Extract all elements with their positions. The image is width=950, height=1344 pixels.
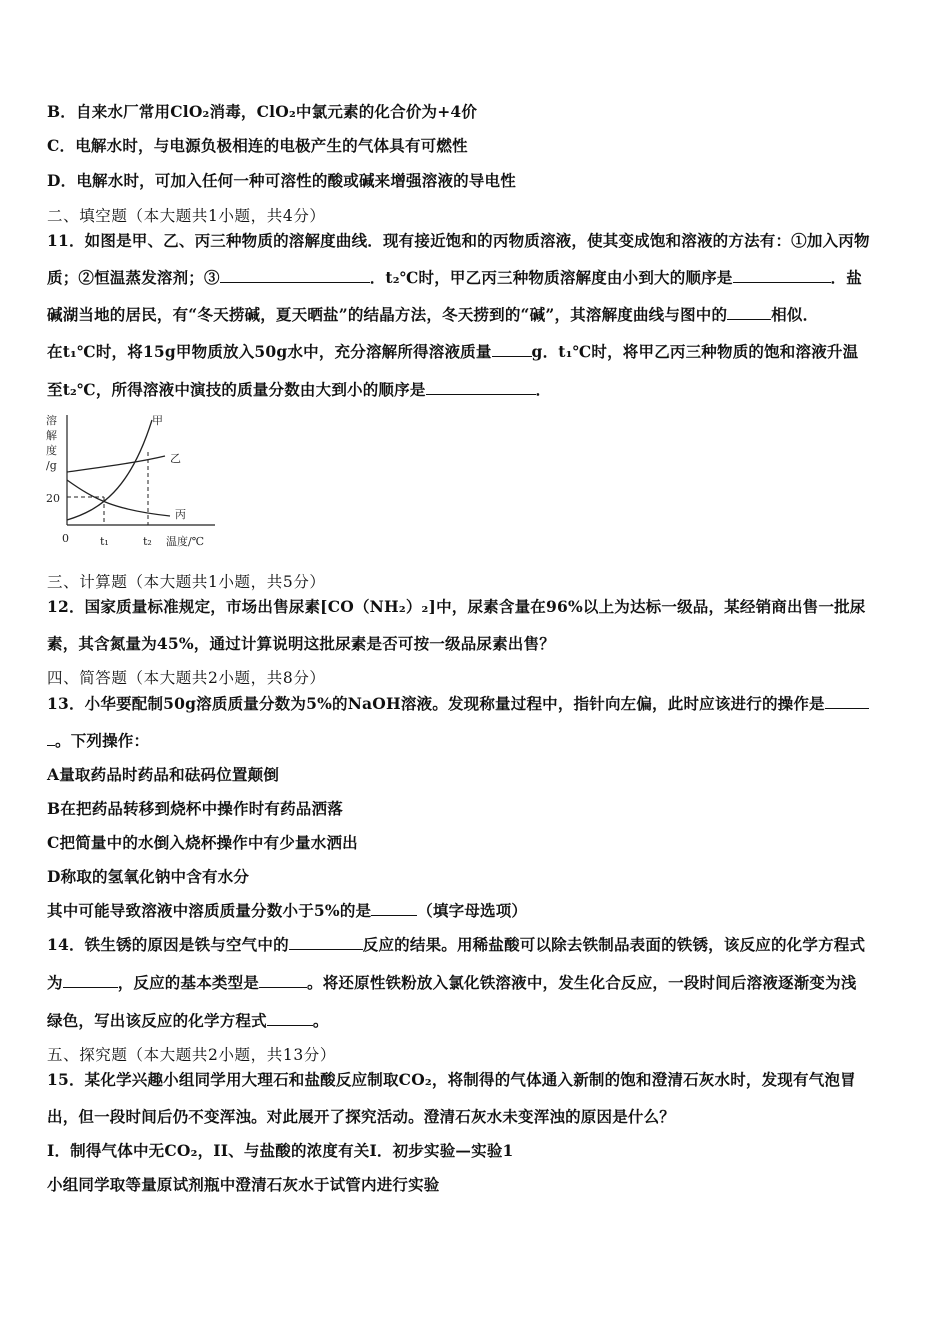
q13-blank-1-cont[interactable] — [47, 731, 55, 746]
q13-blank-1[interactable] — [825, 694, 869, 709]
curve-yi — [67, 456, 165, 472]
solubility-curve-figure — [40, 410, 225, 555]
q11-blank-5[interactable] — [426, 380, 536, 395]
q13-blank-2[interactable] — [371, 901, 417, 916]
q12-line-1: 12．国家质量标准规定，市场出售尿素[CO（NH₂）₂]中，尿素含量在96%以上为达标一级品，某经销商出售一批尿 — [47, 597, 866, 616]
q11-line-2: 质；②恒温蒸发溶剂；③ ．t₂℃时，甲乙丙三种物质溶解度由小到大的顺序是 ．盐 — [47, 268, 862, 287]
q14-blank-2[interactable] — [63, 973, 118, 988]
y-axis-label-char-1: 溶 — [46, 414, 57, 427]
q14-blank-4[interactable] — [267, 1011, 313, 1026]
q14-line-1: 14．铁生锈的原因是铁与空气中的 反应的结果。用稀盐酸可以除去铁制品表面的铁锈，该反应的化学方程式 — [47, 935, 866, 954]
q13-line-1: 13．小华要配制50g溶质质量分数为5%的NaOH溶液。发现称量过程中，指针向左偏，此时应该进行的操作是 — [47, 694, 869, 714]
x-tick-t1: t₁ — [100, 535, 109, 548]
q11-blank-4[interactable] — [492, 342, 532, 357]
q13-line-final: 其中可能导致溶液中溶质质量分数小于5%的是 （填字母选项） — [47, 901, 528, 920]
section-inquiry-heading: 五、探究题（本大题共2小题，共13分） — [47, 1046, 336, 1064]
x-tick-t2: t₂ — [143, 535, 152, 548]
curve-bing — [67, 480, 170, 516]
y-axis-label-char-4: /g — [46, 459, 57, 472]
y-tick-20: 20 — [46, 492, 60, 505]
section-calculation-heading: 三、计算题（本大题共1小题，共5分） — [47, 573, 326, 591]
q15-line-1: 15．某化学兴趣小组同学用大理石和盐酸反应制取CO₂，将制得的气体通入新制的饱和澄清石灰水时，发现有气泡冒 — [47, 1070, 856, 1089]
q15-line-2: 出，但一段时间后仍不变浑浊。对此展开了探究活动。澄清石灰水未变浑浊的原因是什么？ — [47, 1107, 676, 1126]
option-b: B．自来水厂常用ClO₂消毒，ClO₂中氯元素的化合价为+4价 — [47, 102, 478, 121]
q13-option-c: C把简量中的水倒入烧杯操作中有少量水洒出 — [47, 833, 358, 852]
origin-label: 0 — [62, 532, 69, 545]
option-d: D．电解水时，可加入任何一种可溶性的酸或碱来增强溶液的导电性 — [47, 171, 516, 190]
curve-label-yi: 乙 — [170, 452, 181, 465]
y-axis-label-char-2: 解 — [46, 429, 57, 442]
q15-line-3: I．制得气体中无CO₂，II、与盐酸的浓度有关I．初步实验—实验1 — [47, 1141, 514, 1160]
option-c: C．电解水时，与电源负极相连的电极产生的气体具有可燃性 — [47, 136, 468, 155]
q13-line-2: 。下列操作： — [47, 731, 149, 751]
q12-line-2: 素，其含氮量为45%，通过计算说明这批尿素是否可按一级品尿素出售？ — [47, 634, 555, 653]
section-short-answer-heading: 四、简答题（本大题共2小题，共8分） — [47, 669, 326, 687]
q11-blank-3[interactable] — [727, 305, 771, 320]
q13-option-a: A量取药品时药品和砝码位置颠倒 — [47, 765, 280, 784]
q11-line-5: 至t₂℃，所得溶液中演技的质量分数由大到小的顺序是 ． — [47, 380, 552, 399]
q14-line-2: 为 ，反应的基本类型是 。将还原性铁粉放入氯化铁溶液中，发生化合反应，一段时间后溶液逐渐变为浅 — [47, 973, 857, 992]
q13-option-b: B在把药品转移到烧杯中操作时有药品洒落 — [47, 799, 343, 818]
q15-line-4: 小组同学取等量原试剂瓶中澄清石灰水于试管内进行实验 — [47, 1175, 440, 1194]
q11-blank-2[interactable] — [733, 268, 831, 283]
section-fill-blank-heading: 二、填空题（本大题共1小题，共4分） — [47, 207, 326, 225]
curve-label-bing: 丙 — [175, 508, 186, 521]
curve-label-jia: 甲 — [152, 414, 163, 427]
q11-blank-1[interactable] — [220, 268, 370, 283]
y-axis-label-char-3: 度 — [46, 444, 57, 457]
q13-option-d: D称取的氢氧化钠中含有水分 — [47, 867, 250, 886]
q14-line-3: 绿色，写出该反应的化学方程式 。 — [47, 1011, 329, 1030]
x-axis-label: 温度/℃ — [166, 535, 205, 548]
q11-line-1: 11．如图是甲、乙、丙三种物质的溶解度曲线．现有接近饱和的丙物质溶液，使其变成饱和溶液的方法有：①加入丙物 — [47, 231, 870, 250]
q11-line-4: 在t₁℃时，将15g甲物质放入50g水中，充分溶解所得溶液质量 g．t₁℃时，将甲乙丙三种物质的饱和溶液升温 — [47, 342, 859, 361]
q14-blank-3[interactable] — [259, 973, 307, 988]
q14-blank-1[interactable] — [289, 935, 363, 950]
q11-line-3: 碱湖当地的居民，有“冬天捞碱，夏天晒盐”的结晶方法，冬天捞到的“碱”，其溶解度曲线与图中的 相似． — [47, 305, 819, 324]
